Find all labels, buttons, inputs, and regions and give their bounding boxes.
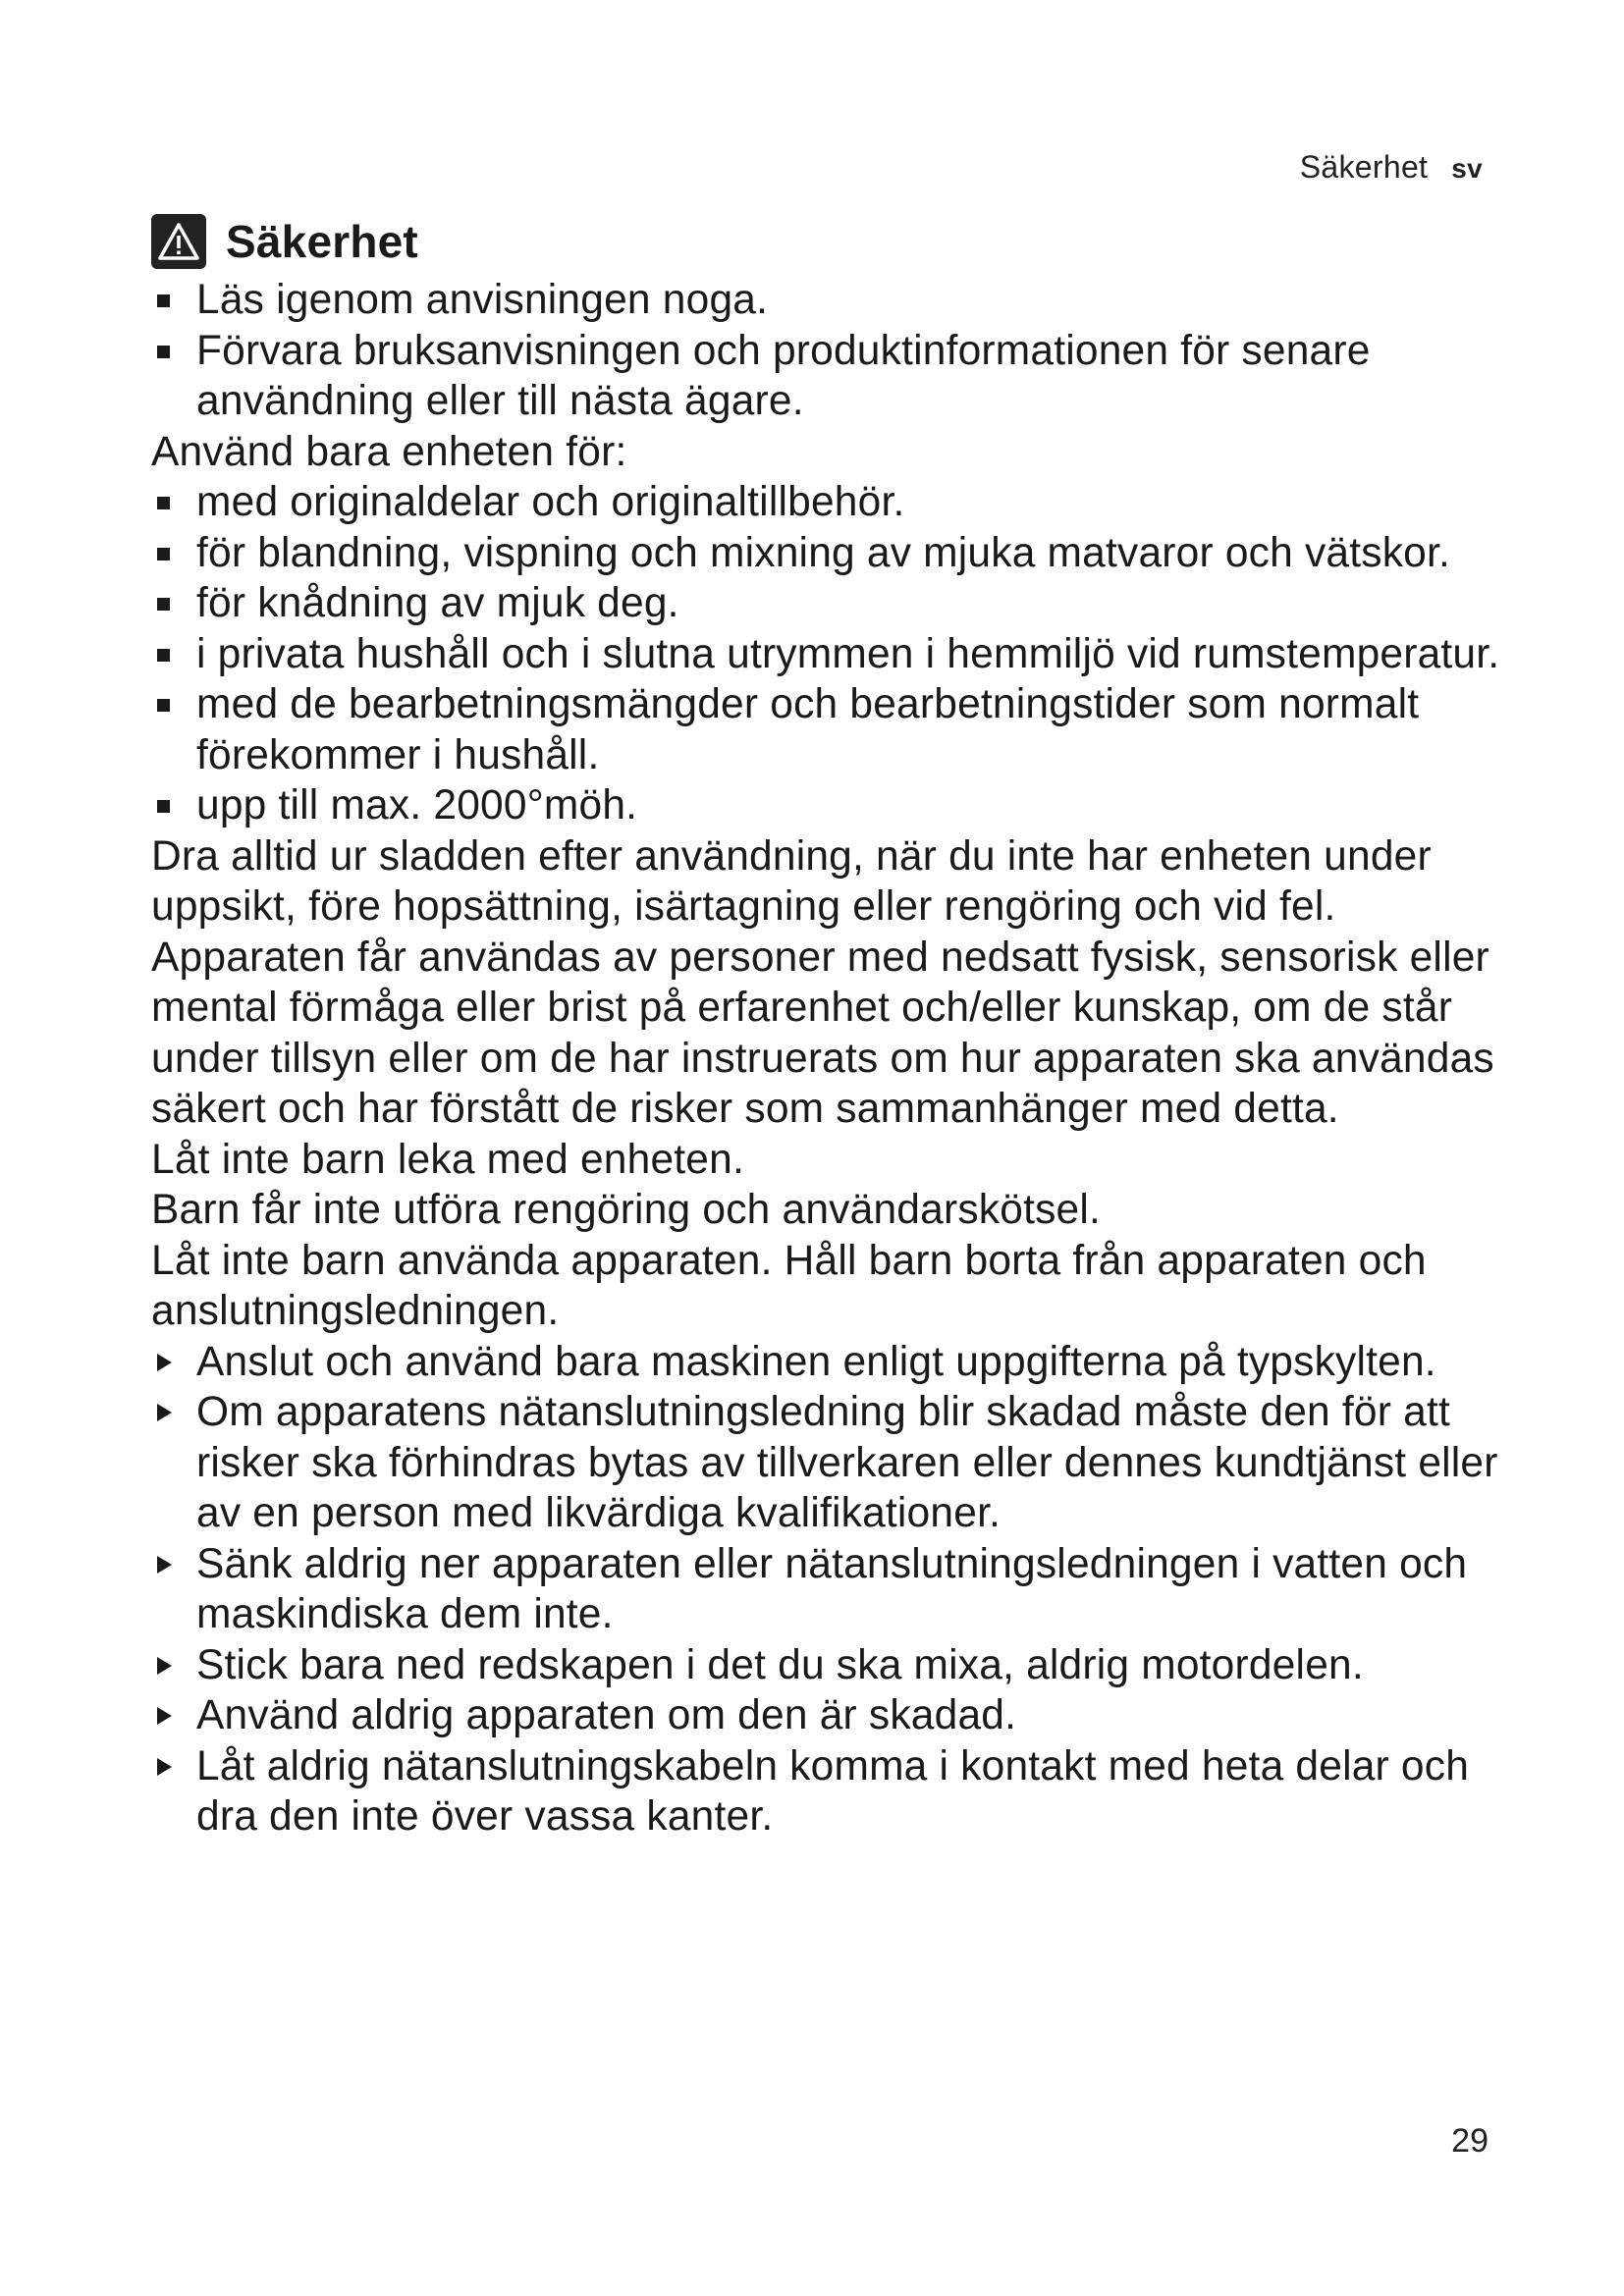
page-content xyxy=(151,214,1526,1842)
list-item: Om apparatens nätanslutningsledning blir skadad måste den för att risker ska förhindras bytas av tillverkaren eller dennes kundtjänst eller av en person med likvärdiga kvalifikationer. xyxy=(151,1387,1526,1539)
section-heading xyxy=(151,214,1526,269)
list-item: för blandning, vispning och mixning av mjuka matvaror och vätskor. xyxy=(151,528,1526,579)
list-item: Förvara bruksanvisningen och produktinformationen för senare användning eller till nästa ägare. xyxy=(151,326,1526,427)
intro-list xyxy=(151,275,1526,427)
list-item: med de bearbetningsmängder och bearbetningstider som normalt förekommer i hushåll. xyxy=(151,679,1526,780)
action-list xyxy=(151,1337,1526,1842)
paragraph: Apparaten får användas av personer med nedsatt fysisk, sensorisk eller mental förmåga eller brist på erfarenhet och/eller kunskap, om de står under tillsyn eller om de har instruerats om hur apparaten ska användas säkert och har förstått de risker som sammanhänger med detta. xyxy=(151,934,1494,1132)
use-intro: Använd bara enheten för: xyxy=(151,428,627,475)
list-item: Stick bara ned redskapen i det du ska mixa, aldrig motordelen. xyxy=(151,1640,1526,1691)
paragraph: Låt inte barn leka med enheten. xyxy=(151,1136,744,1183)
paragraph: Barn får inte utföra rengöring och användarskötsel. xyxy=(151,1187,1102,1233)
list-item: Sänk aldrig ner apparaten eller nätanslutningsledningen i vatten och maskindiska dem inte. xyxy=(151,1539,1526,1640)
list-item: upp till max. 2000°möh. xyxy=(151,780,1526,831)
running-head-language: sv xyxy=(1451,153,1483,184)
list-item: med originaldelar och originaltillbehör. xyxy=(151,477,1526,528)
list-item: Använd aldrig apparaten om den är skadad. xyxy=(151,1690,1526,1741)
page-number: 29 xyxy=(1451,2122,1489,2160)
paragraph: Dra alltid ur sladden efter användning, när du inte har enheten under uppsikt, före hopsättning, isärtagning eller rengöring och vid fel. xyxy=(151,832,1432,930)
list-item: för knådning av mjuk deg. xyxy=(151,578,1526,629)
running-head-section: Säkerhet xyxy=(1299,149,1429,185)
list-item: Anslut och använd bara maskinen enligt uppgifterna på typskylten. xyxy=(151,1337,1526,1388)
paragraph: Låt inte barn använda apparaten. Håll barn borta från apparaten och anslutningsledningen. xyxy=(151,1237,1427,1334)
running-head xyxy=(1300,149,1483,186)
list-item: Läs igenom anvisningen noga. xyxy=(151,275,1526,326)
use-list xyxy=(151,477,1526,831)
list-item: i privata hushåll och i slutna utrymmen i hemmiljö vid rumstemperatur. xyxy=(151,629,1526,680)
warning-triangle-icon xyxy=(151,214,206,269)
section-title: Säkerhet xyxy=(226,216,418,267)
list-item: Låt aldrig nätanslutningskabeln komma i kontakt med heta delar och dra den inte över vassa kanter. xyxy=(151,1741,1526,1842)
